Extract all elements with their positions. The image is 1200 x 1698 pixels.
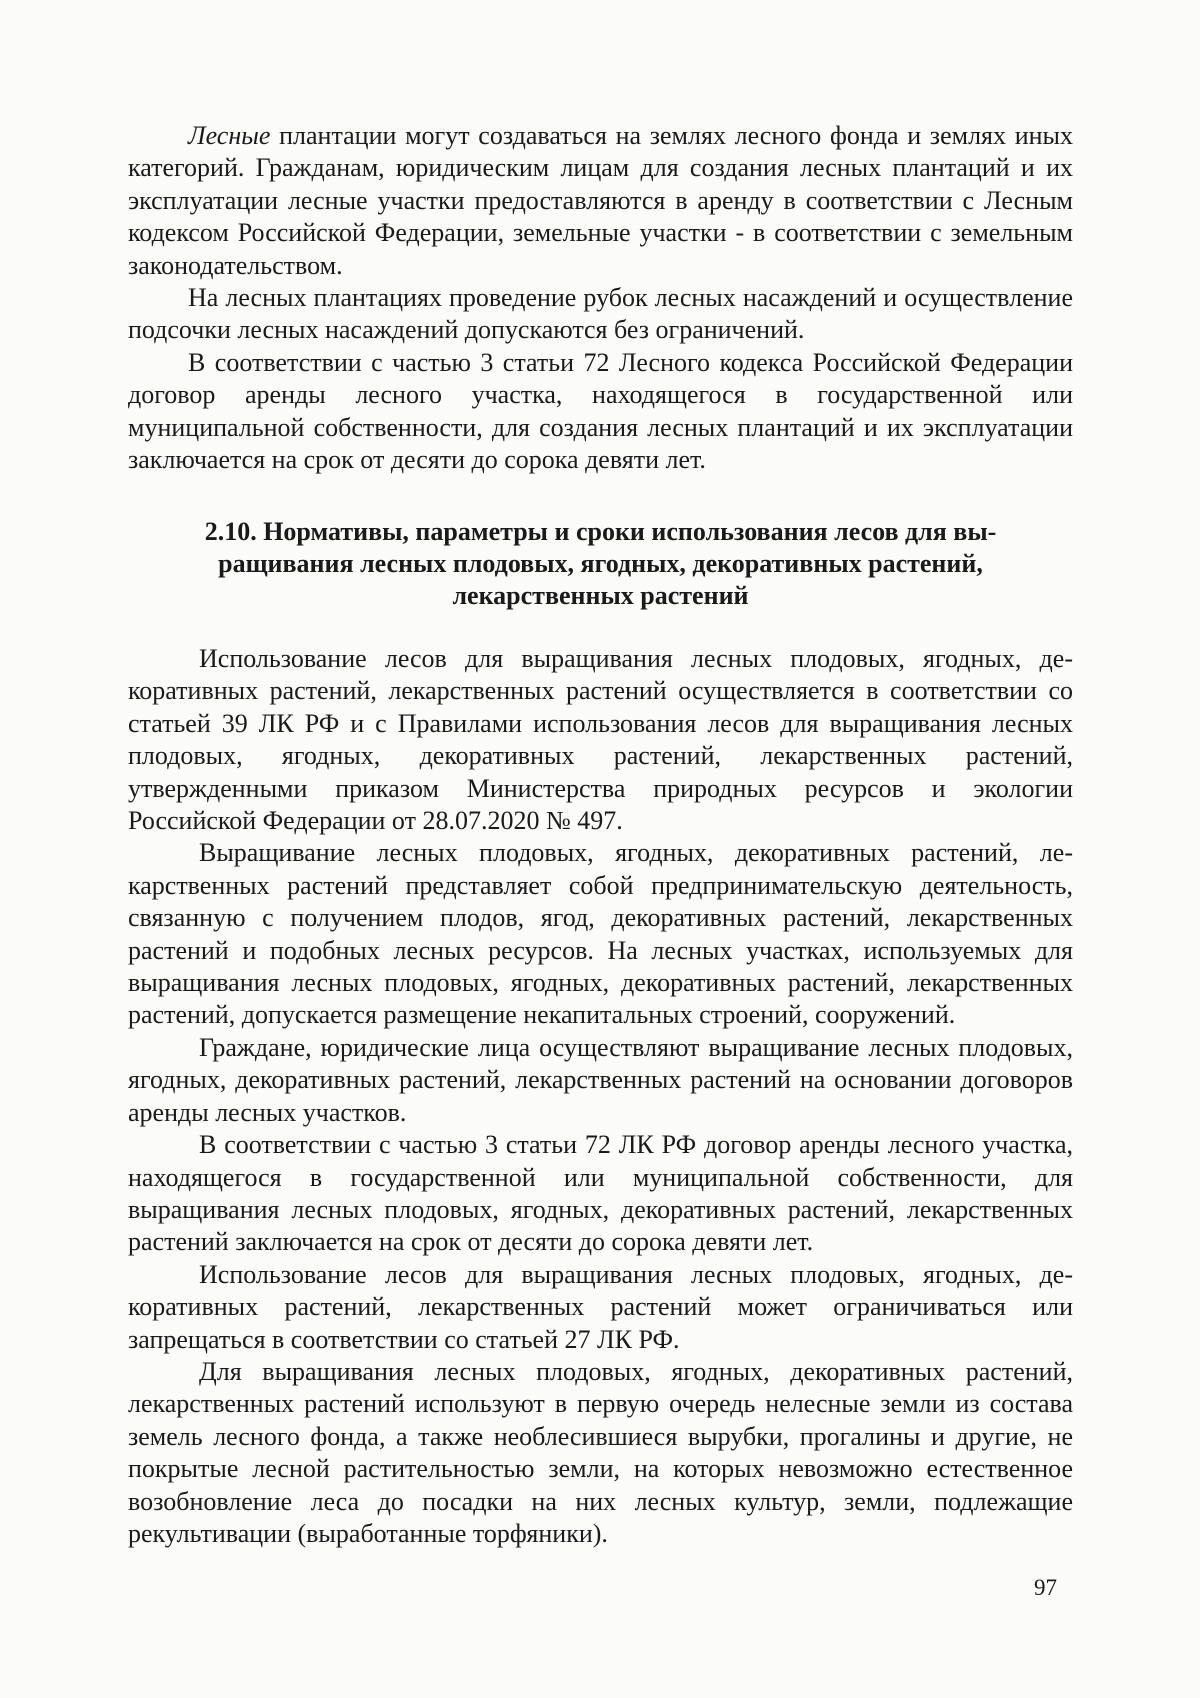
section-heading (128, 516, 1073, 612)
section-heading-line-1: 2.10. Нормативы, параметры и сроки использования лесов для вы- (204, 517, 997, 546)
intro-paragraph-2: На лесных плантациях проведение рубок лесных насаждений и осуществление подсочки лесных насаждений допускаются без ограничений. (128, 283, 1073, 345)
section-heading-line-2: ращивания лесных плодовых, ягодных, декоративных растений, (218, 549, 983, 578)
section-heading-line-3: лекарственных растений (452, 581, 749, 610)
section-paragraph-2: Выращивание лесных плодовых, ягодных, декоративных растений, лекарственных растений представляет собой предпринимательскую деятельность, связанную с получением плодов, ягод, декоративных растений, лекарственных растений и подобных лесных ресурсов. На лесных участках, используемых для выращивания лесных плодовых, ягодных, декоративных растений, лекарственных растений, допускается размещение некапитальных строений, сооружений. (128, 838, 1073, 1030)
section-paragraph-6: Для выращивания лесных плодовых, ягодных, декоративных растений, лекарственных растений используют в первую очередь нелесные земли из состава земель лесного фонда, а также необлесившиеся вырубки, прогалины и другие, не покрытые лесной растительностью земли, на которых невозможно естественное возобновление леса до посадки на них лесных культур, земли, подлежащие рекультивации (выработанные торфяники). (128, 1356, 1073, 1548)
intro-paragraph-3: В соответствии с частью 3 статьи 72 Лесного кодекса Российской Федерации договор аренды лесного участка, находящегося в государственной или муниципальной собственности, для создания лесных плантаций и их эксплуатации заключается на срок от десяти до сорока девяти лет. (128, 347, 1073, 475)
page-number: 97 (1034, 1575, 1057, 1600)
intro-paragraph-1-body: плантации могут создаваться на землях лесного фонда и землях иных категорий. Гражданам, юридическим лицам для создания лесных плантаций и их эксплуатации лесные участки предоставляются в аренду в соответствии с Лесным кодексом Российской Федерации, земельные участки - в соответствии с земельным законодательством. (128, 121, 1073, 280)
section-paragraph-5: Использование лесов для выращивания лесных плодовых, ягодных, декоративных растений, лекарственных растений может ограничиваться или запрещаться в соответствии со статьей 27 ЛК РФ. (128, 1259, 1073, 1354)
section-text-block (128, 643, 1073, 1550)
section-paragraph-3: Граждане, юридические лица осуществляют выращивание лесных плодовых, ягодных, декоративных растений, лекарственных растений на основании договоров аренды лесных участков. (128, 1032, 1073, 1127)
intro-paragraph-1-lead: Лесные (188, 121, 271, 150)
section-paragraph-1: Использование лесов для выращивания лесных плодовых, ягодных, декоративных растений, лекарственных растений осуществляется в соответствии со статьей 39 ЛК РФ и с Правилами использования лесов для выращивания лесных плодовых, ягодных, декоративных растений, лекарственных растений, утвержденными приказом Министерства природных ресурсов и экологии Российской Федерации от 28.07.2020 № 497. (128, 644, 1073, 836)
intro-text-block (128, 120, 1073, 476)
intro-paragraph-1 (128, 120, 1073, 282)
section-paragraph-4: В соответствии с частью 3 статьи 72 ЛК РФ договор аренды лесного участка, находящегося в государственной или муниципальной собственности, для выращивания лесных плодовых, ягодных, декоративных растений, лекарственных растений заключается на срок от десяти до сорока девяти лет. (128, 1130, 1073, 1257)
